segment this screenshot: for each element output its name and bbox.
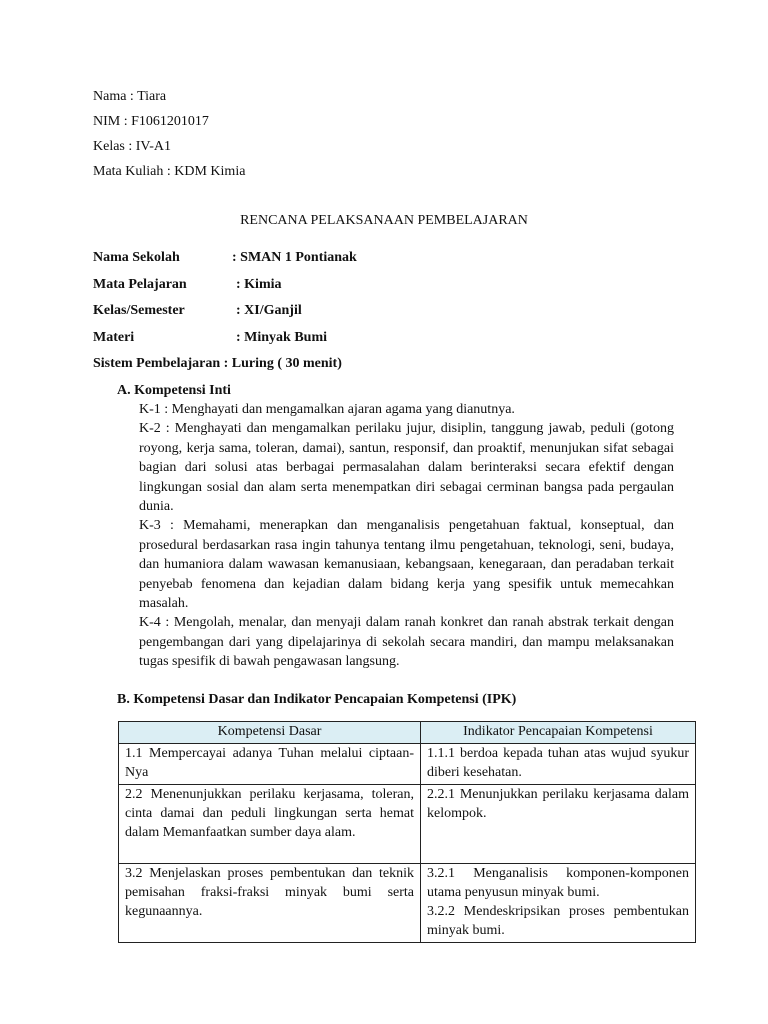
label-kelas-semester: Kelas/Semester: [93, 303, 185, 318]
ki-1: K-1 : Menghayati dan mengamalkan ajaran agama yang dianutnya.: [139, 402, 515, 417]
ki-2: K-2 : Menghayati dan mengamalkan perilaku jujur, disiplin, tanggung jawab, peduli (gotong royong, kerja sama, toleran, damai), santun, responsif, dan proaktif, menunjukan sifat sebagai bagian dari solusi atas berbagai permasalahan dalam berinteraksi secara efektif dengan lingkungan sosial dan alam serta menempatkan diri sebagai cerminan bangsa pada pergaulan dunia.: [139, 421, 674, 515]
kd-cell: 2.2 Menenunjukkan perilaku kerjasama, toleran, cinta damai dan peduli lingkungan serta hemat dalam Memanfaatkan sumber daya alam.: [119, 785, 421, 864]
value-mata-pelajaran: : Kimia: [236, 277, 282, 292]
ipk-cell: 2.2.1 Menunjukkan perilaku kerjasama dalam kelompok.: [421, 785, 696, 864]
ipk-item: 3.2.2 Mendeskripsikan proses pembentukan minyak bumi.: [427, 904, 689, 938]
ipk-cell: 1.1.1 berdoa kepada tuhan atas wujud syukur diberi kesehatan.: [421, 744, 696, 785]
course-name: Mata Kuliah : KDM Kimia: [93, 164, 246, 179]
student-class: Kelas : IV-A1: [93, 139, 172, 154]
section-a-heading: A. Kompetensi Inti: [117, 383, 231, 398]
ki-3: K-3 : Memahami, menerapkan dan menganalisis pengetahuan faktual, konseptual, dan prosedural berdasarkan rasa ingin tahunya tentang ilmu pengetahuan, teknologi, seni, budaya, dan humaniora dalam wawasan kemanusiaan, kebangsaan, kenegaraan, dan peradaban terkait penyebab fenomena dan kejadian dalam bidang kerja yang spesifik untuk memecahkan masalah.: [139, 518, 674, 612]
table-row: [119, 785, 696, 864]
student-nim: NIM : F1061201017: [93, 114, 209, 129]
label-mata-pelajaran: Mata Pelajaran: [93, 277, 187, 292]
label-materi: Materi: [93, 330, 135, 345]
value-nama-sekolah: : SMAN 1 Pontianak: [232, 250, 357, 265]
table-header-row: [119, 722, 696, 744]
kd-cell: 1.1 Mempercayai adanya Tuhan melalui ciptaan-Nya: [119, 744, 421, 785]
col-header-kompetensi-dasar: Kompetensi Dasar: [119, 722, 421, 744]
ipk-cell: [421, 864, 696, 943]
student-name: Nama : Tiara: [93, 89, 167, 104]
value-materi: : Minyak Bumi: [236, 330, 328, 345]
sistem-pembelajaran: Sistem Pembelajaran : Luring ( 30 menit): [93, 356, 342, 371]
label-nama-sekolah: Nama Sekolah: [93, 250, 180, 265]
ipk-item: 3.2.1 Menganalisis komponen-komponen utama penyusun minyak bumi.: [427, 866, 689, 900]
table-row: [119, 744, 696, 785]
ki-4: K-4 : Mengolah, menalar, dan menyaji dalam ranah konkret dan ranah abstrak terkait dengan pengembangan dari yang dipelajarinya di sekolah secara mandiri, dan mampu melaksanakan tugas spesifik di bawah pengawasan langsung.: [139, 615, 674, 670]
kd-ipk-table: [118, 721, 696, 943]
document-title: RENCANA PELAKSANAAN PEMBELAJARAN: [240, 213, 528, 228]
col-header-ipk: Indikator Pencapaian Kompetensi: [421, 722, 696, 744]
value-kelas-semester: : XI/Ganjil: [236, 303, 302, 318]
table-row: [119, 864, 696, 943]
section-b-heading: B. Kompetensi Dasar dan Indikator Pencapaian Kompetensi (IPK): [117, 692, 517, 707]
kd-cell: 3.2 Menjelaskan proses pembentukan dan teknik pemisahan fraksi-fraksi minyak bumi serta kegunaannya.: [119, 864, 421, 943]
kompetensi-inti-body: [139, 400, 674, 672]
